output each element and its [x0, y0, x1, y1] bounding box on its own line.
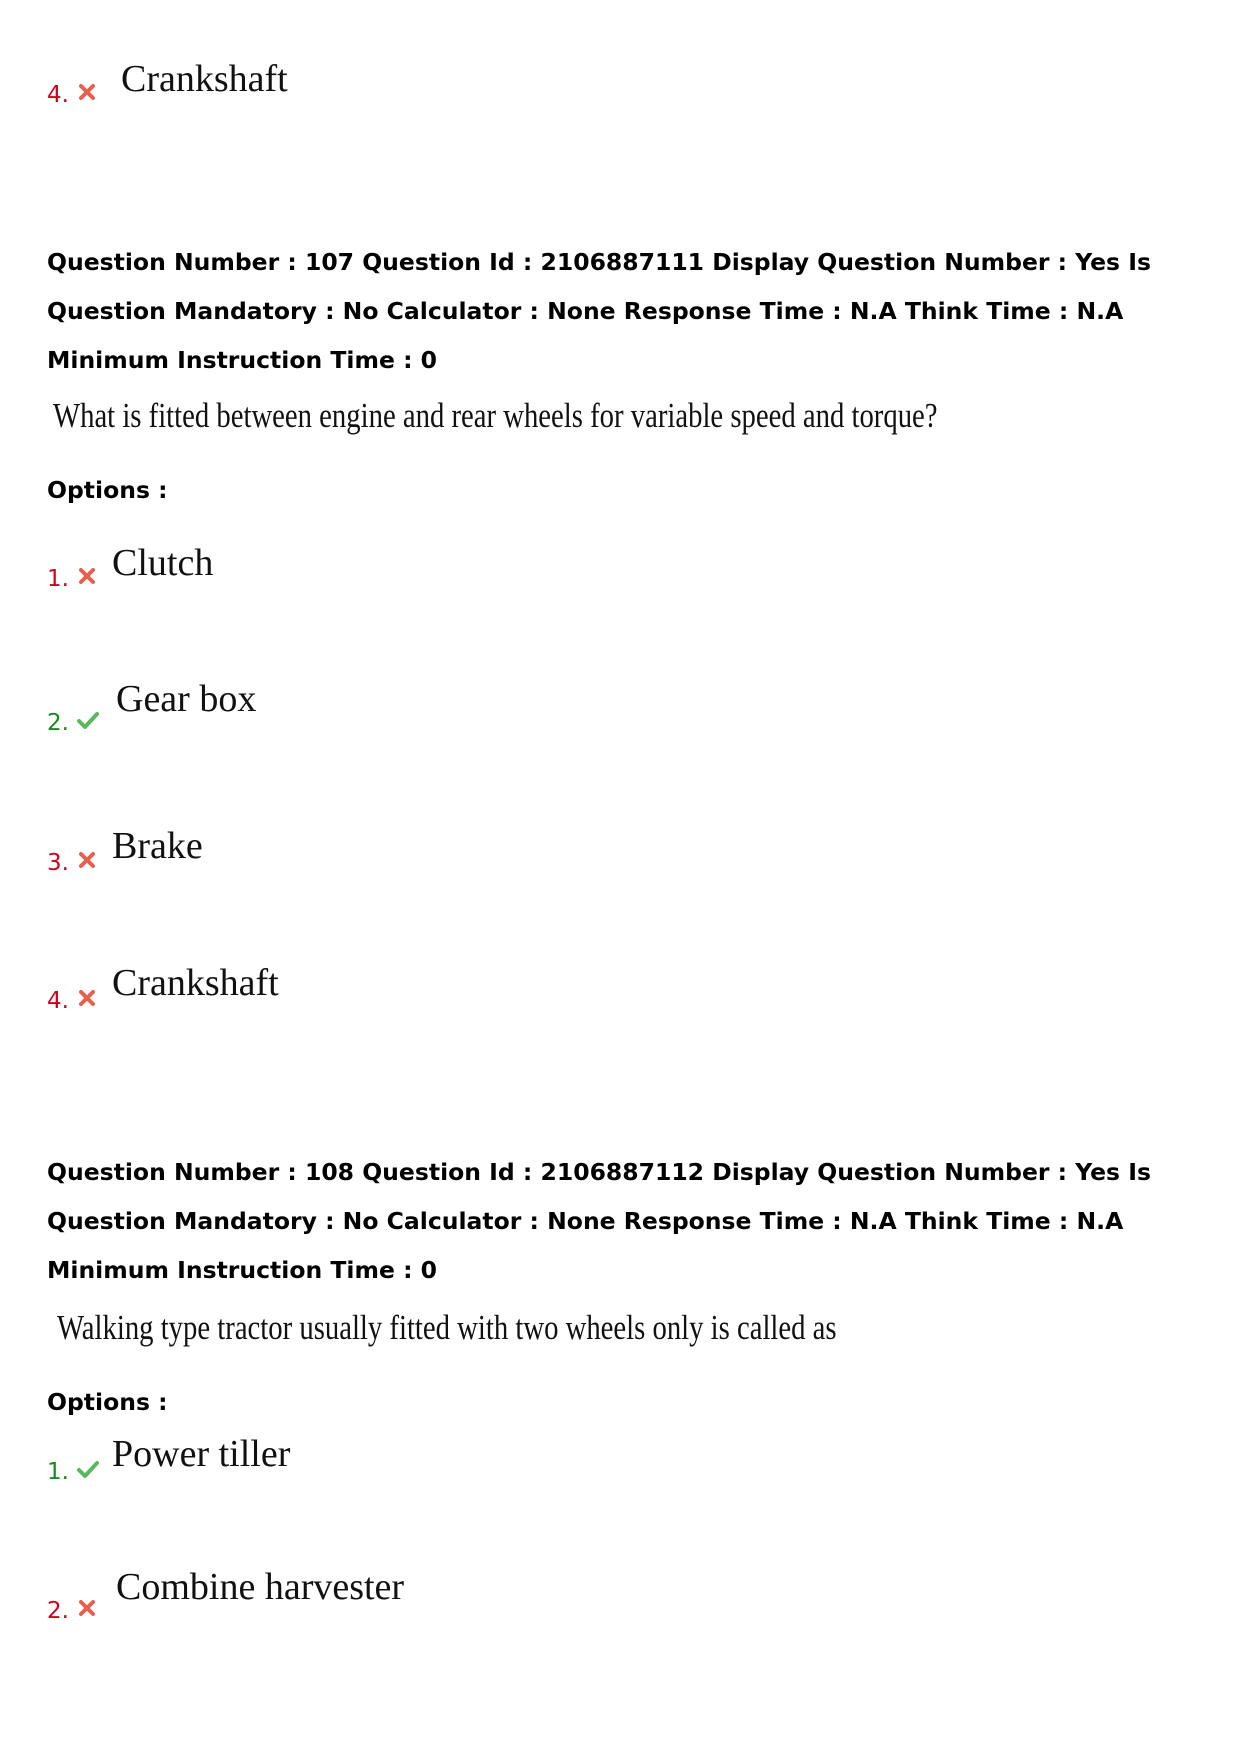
option-text: Gear box — [116, 678, 257, 720]
check-icon — [76, 710, 100, 730]
cross-icon — [77, 1598, 97, 1618]
option-text: Clutch — [112, 542, 214, 584]
option-number: 2. — [47, 710, 69, 736]
option-number: 1. — [47, 1459, 69, 1485]
options-label: Options : — [47, 1388, 168, 1416]
cross-icon — [77, 850, 97, 870]
option-number: 2. — [47, 1598, 69, 1624]
question-text: Walking type tractor usually fitted with two wheels only is called as — [57, 1308, 837, 1347]
question-text: What is fitted between engine and rear wheels for variable speed and torque? — [53, 396, 938, 435]
cross-icon — [77, 566, 97, 586]
option-number: 4. — [47, 82, 69, 108]
options-label: Options : — [47, 476, 168, 504]
option-text: Crankshaft — [112, 962, 279, 1004]
question-meta: Question Number : 108 Question Id : 2106887112 Display Question Number : Yes Is Question Mandatory : No Calculator : None Response Time : N.A Think Time : N.A Minimum Instruction Time : 0 — [47, 1158, 1151, 1284]
option-number: 4. — [47, 988, 69, 1014]
option-text: Combine harvester — [116, 1566, 405, 1608]
cross-icon — [77, 988, 97, 1008]
option-text: Crankshaft — [121, 58, 288, 100]
option-number: 1. — [47, 566, 69, 592]
question-meta: Question Number : 107 Question Id : 2106887111 Display Question Number : Yes Is Question Mandatory : No Calculator : None Response Time : N.A Think Time : N.A Minimum Instruction Time : 0 — [47, 248, 1151, 374]
option-text: Power tiller — [112, 1433, 291, 1475]
check-icon — [76, 1459, 100, 1479]
cross-icon — [77, 82, 97, 102]
option-text: Brake — [112, 825, 203, 867]
option-number: 3. — [47, 850, 69, 876]
